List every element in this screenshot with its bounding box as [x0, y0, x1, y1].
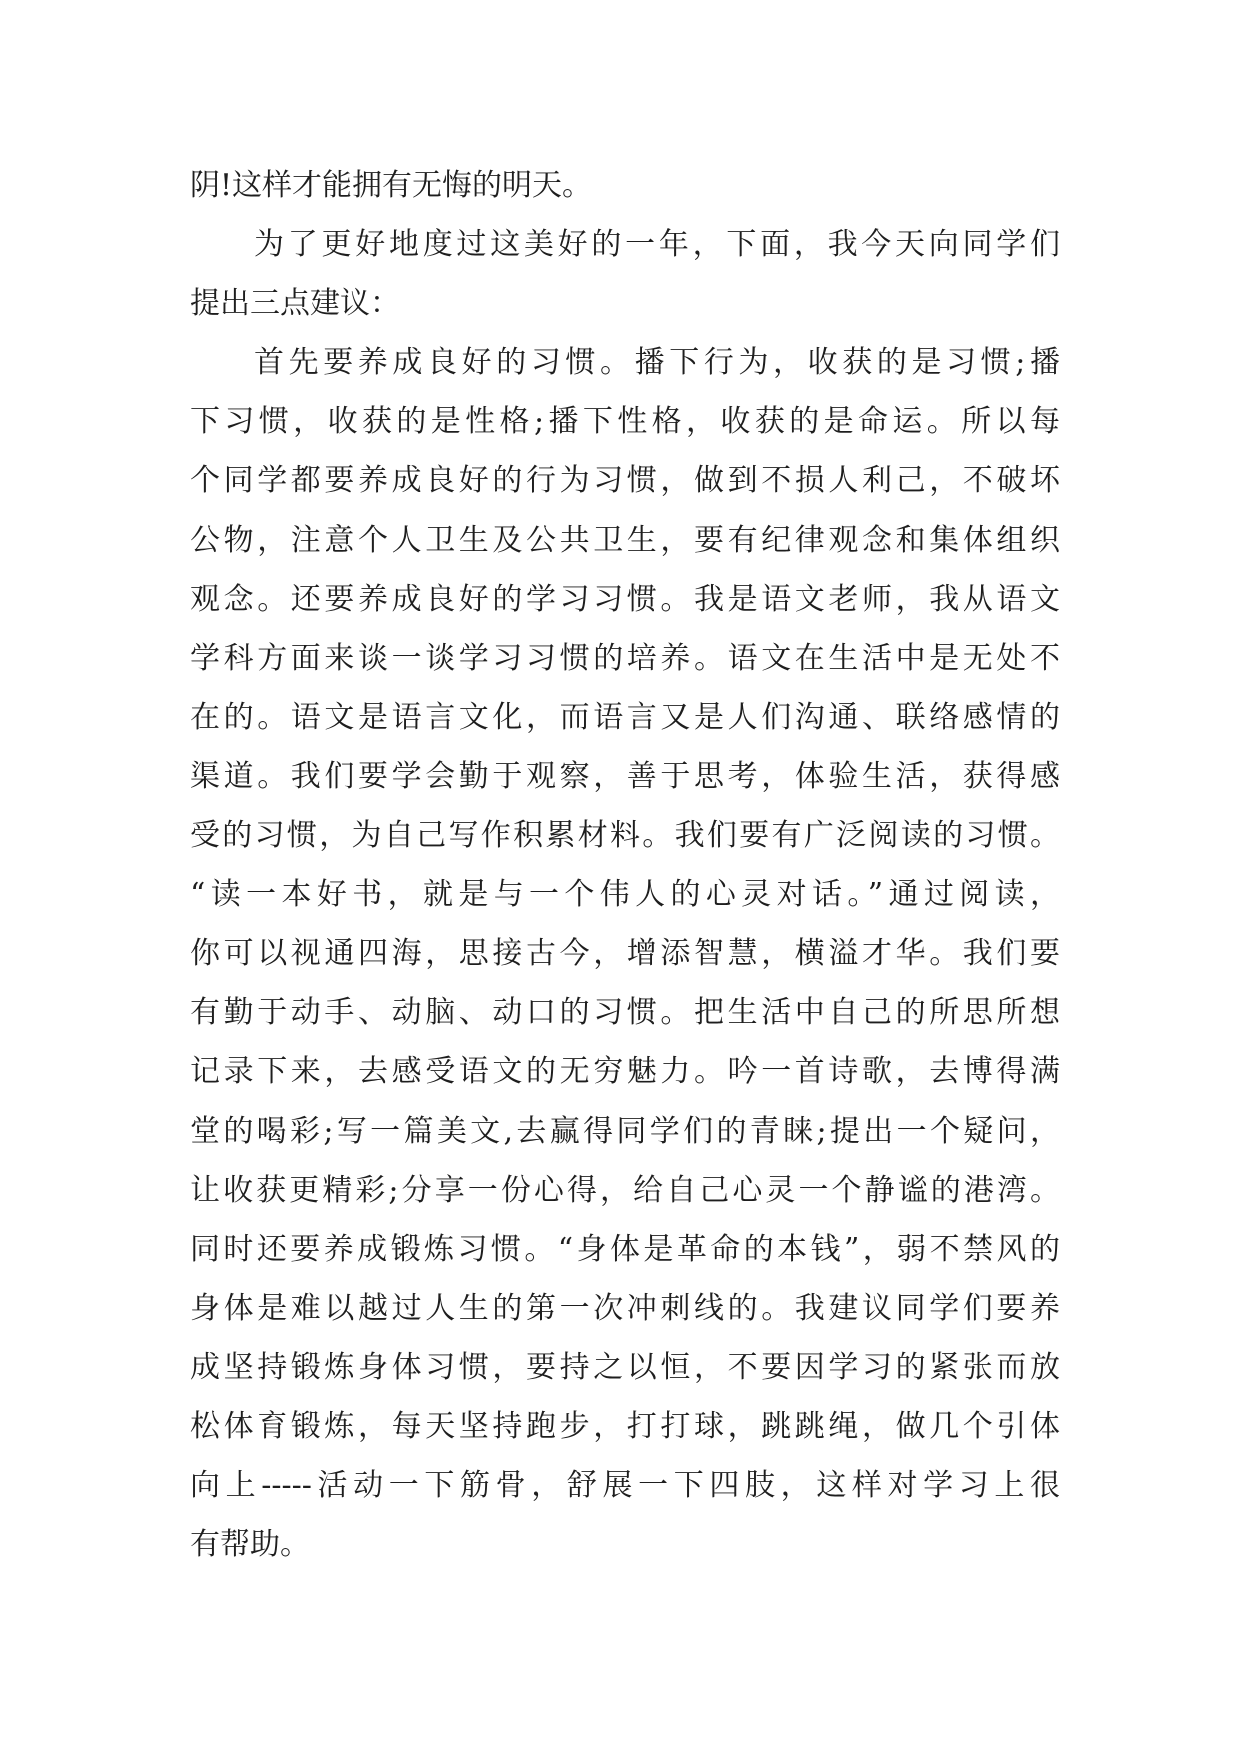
text-line: 向上-----活动一下筋骨，舒展一下四肢，这样对学习上很	[190, 1468, 1060, 1504]
text-line: 提出三点建议：	[190, 286, 400, 322]
text-line: 为了更好地度过这美好的一年，下面，我今天向同学们	[254, 227, 1060, 263]
text-line: 成坚持锻炼身体习惯，要持之以恒，不要因学习的紧张而放	[190, 1349, 1060, 1385]
text-line: 让收获更精彩;分享一份心得，给自己心灵一个静谧的港湾。	[190, 1172, 1060, 1208]
text-line: 公物，注意个人卫生及公共卫生，要有纪律观念和集体组织	[190, 522, 1060, 558]
text-line: 下习惯，收获的是性格;播下性格，收获的是命运。所以每	[190, 404, 1060, 440]
text-line: 记录下来，去感受语文的无穷魅力。吟一首诗歌，去博得满	[190, 1054, 1060, 1090]
document-body	[190, 156, 1060, 1574]
text-line: 同时还要养成锻炼习惯。“身体是革命的本钱”，弱不禁风的	[190, 1231, 1060, 1267]
text-line: 身体是难以越过人生的第一次冲刺线的。我建议同学们要养	[190, 1290, 1060, 1326]
text-line: 在的。语文是语言文化，而语言又是人们沟通、联络感情的	[190, 699, 1060, 735]
paragraph	[190, 215, 1060, 333]
text-line: “读一本好书，就是与一个伟人的心灵对话。”通过阅读，	[190, 877, 1060, 913]
text-line: 观念。还要养成良好的学习习惯。我是语文老师，我从语文	[190, 581, 1060, 617]
paragraph	[190, 156, 1060, 215]
text-line: 你可以视通四海，思接古今，增添智慧，横溢才华。我们要	[190, 936, 1060, 972]
text-line: 学科方面来谈一谈学习习惯的培养。语文在生活中是无处不	[190, 640, 1060, 676]
text-line: 阴!这样才能拥有无悔的明天。	[190, 168, 593, 203]
text-line: 堂的喝彩;写一篇美文,去赢得同学们的青睐;提出一个疑问，	[190, 1113, 1060, 1149]
paragraph	[190, 333, 1060, 1574]
text-line: 首先要养成良好的习惯。播下行为，收获的是习惯;播	[254, 345, 1060, 381]
text-line: 有帮助。	[190, 1527, 310, 1563]
text-line: 个同学都要养成良好的行为习惯，做到不损人利己，不破坏	[190, 463, 1060, 499]
text-line: 受的习惯，为自己写作积累材料。我们要有广泛阅读的习惯。	[190, 818, 1060, 854]
text-line: 有勤于动手、动脑、动口的习惯。把生活中自己的所思所想	[190, 995, 1060, 1031]
text-line: 渠道。我们要学会勤于观察，善于思考，体验生活，获得感	[190, 758, 1060, 794]
text-line: 松体育锻炼，每天坚持跑步，打打球，跳跳绳，做几个引体	[190, 1408, 1060, 1444]
